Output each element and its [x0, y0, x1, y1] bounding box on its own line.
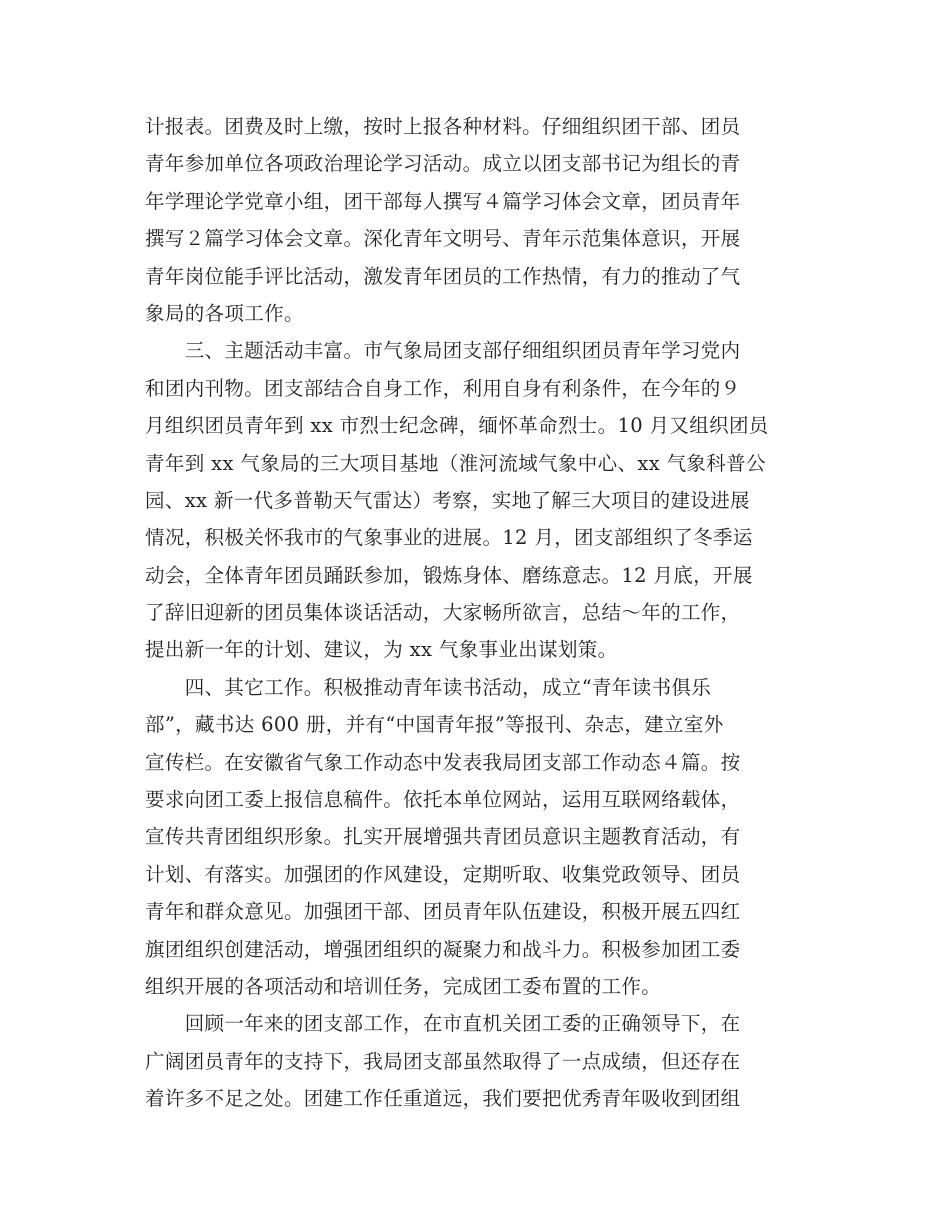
text-line: 提出新一年的计划、建议，为 xx 气象事业出谋划策。: [145, 638, 618, 662]
text-line: 情况，积极关怀我市的气象事业的进展。12 月，团支部组织了冬季运: [145, 526, 753, 550]
text-line: 月组织团员青年到 xx 市烈士纪念碑，缅怀革命烈士。10 月又组织团员: [145, 414, 769, 438]
text-line: 四、其它工作。积极推动青年读书活动，成立“青年读书俱乐: [145, 675, 712, 699]
document-body: [145, 108, 805, 1118]
text-line: 青年和群众意见。加强团干部、团员青年队伍建设，积极开展五四红: [145, 900, 741, 924]
text-line: 年学理论学党章小组，团干部每人撰写４篇学习体会文章，团员青年: [145, 189, 741, 213]
text-line: 计报表。团费及时上缴，按时上报各种材料。仔细组织团干部、团员: [145, 115, 741, 138]
text-line: 了辞旧迎新的团员集体谈话活动，大家畅所欲言，总结～年的工作，: [145, 601, 741, 625]
text-line: 宣传栏。在安徽省气象工作动态中发表我局团支部工作动态４篇。按: [145, 750, 741, 774]
text-line: 园、xx 新一代多普勒天气雷达）考察，实地了解三大项目的建设进展: [145, 488, 750, 512]
text-line: 计划、有落实。加强团的作风建设，定期听取、收集党政领导、团员: [145, 862, 741, 886]
text-line: 宣传共青团组织形象。扎实开展增强共青团员意识主题教育活动，有: [145, 825, 741, 849]
text-line: 要求向团工委上报信息稿件。依托本单位网站，运用互联网络载体，: [145, 788, 741, 812]
text-line: 青年参加单位各项政治理论学习活动。成立以团支部书记为组长的青: [145, 152, 741, 176]
text-line: 旗团组织创建活动，增强团组织的凝聚力和战斗力。积极参加团工委: [145, 937, 741, 961]
text-line: 组织开展的各项活动和培训任务，完成团工委布置的工作。: [145, 974, 662, 998]
text-line: 象局的各项工作。: [145, 301, 304, 325]
text-line: 三、主题活动丰富。市气象局团支部仔细组织团员青年学习党内: [145, 339, 741, 363]
text-line: 动会，全体青年团员踊跃参加，锻炼身体、磨练意志。12 月底，开展: [145, 563, 753, 587]
text-line: 和团内刊物。团支部结合自身工作，利用自身有利条件，在今年的９: [145, 376, 741, 400]
text-line: 广阔团员青年的支持下，我局团支部虽然取得了一点成绩，但还存在: [145, 1049, 741, 1073]
text-line: 青年到 xx 气象局的三大项目基地（淮河流域气象中心、xx 气象科普公: [145, 451, 766, 475]
text-line: 回顾一年来的团支部工作，在市直机关团工委的正确领导下，在: [145, 1012, 741, 1036]
text-line: 撰写２篇学习体会文章。深化青年文明号、青年示范集体意识，开展: [145, 227, 741, 251]
text-line: 着许多不足之处。团建工作任重道远，我们要把优秀青年吸收到团组: [145, 1087, 741, 1111]
text-line: 部”，藏书达 600 册，并有“中国青年报”等报刊、杂志，建立室外: [145, 713, 724, 737]
text-line: 青年岗位能手评比活动，激发青年团员的工作热情，有力的推动了气: [145, 264, 741, 288]
